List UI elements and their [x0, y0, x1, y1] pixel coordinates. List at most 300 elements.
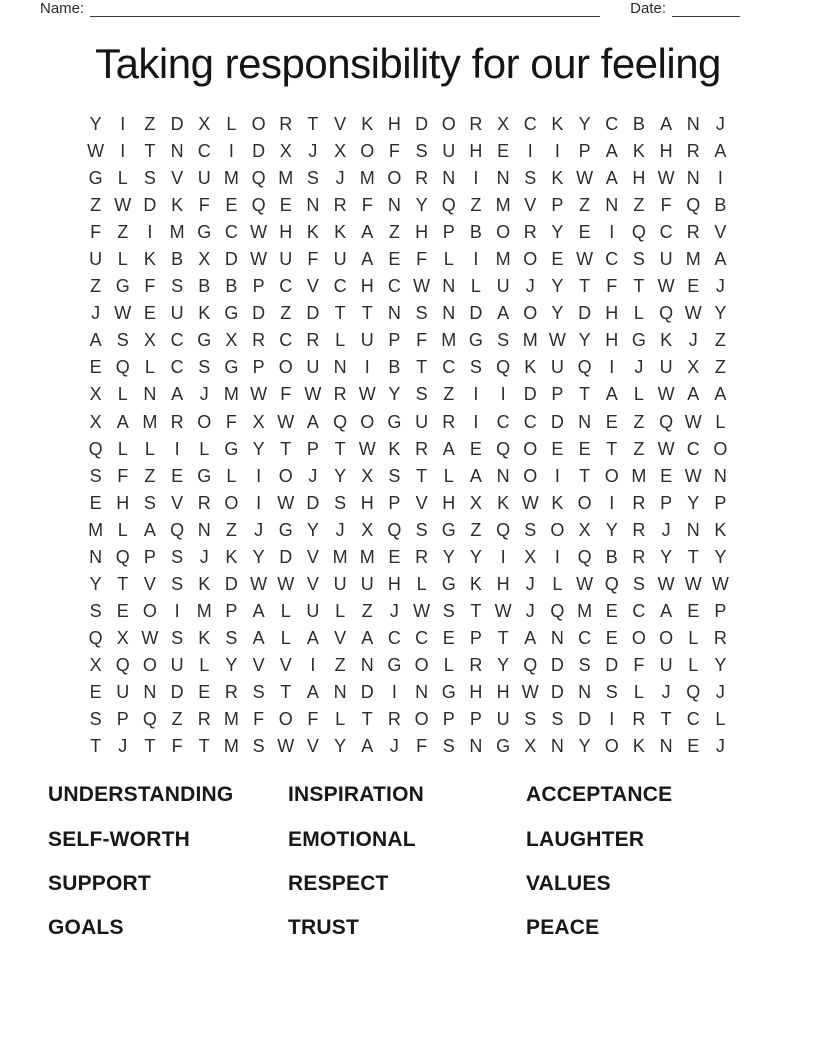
grid-letter: V — [334, 627, 347, 648]
grid-letter: N — [578, 411, 592, 432]
grid-letter: T — [633, 276, 645, 297]
grid-letter: E — [687, 736, 700, 757]
grid-letter: E — [578, 222, 591, 243]
grid-letter: C — [659, 222, 673, 243]
grid-letter: Y — [578, 330, 591, 351]
grid-letter: V — [306, 546, 319, 567]
grid-letter: N — [89, 546, 103, 567]
grid-letter: P — [551, 384, 564, 405]
grid-letter: K — [225, 546, 238, 567]
grid-letter: W — [494, 600, 512, 621]
grid-letter: E — [687, 276, 700, 297]
grid-letter: L — [117, 168, 128, 189]
grid-letter: J — [715, 114, 725, 135]
grid-letter: G — [224, 303, 239, 324]
grid-letter: R — [442, 411, 456, 432]
grid-letter: T — [416, 357, 428, 378]
grid-letter: Y — [605, 519, 618, 540]
grid-letter: Q — [387, 519, 402, 540]
grid-letter: W — [657, 438, 675, 459]
grid-letter: C — [523, 114, 537, 135]
grid-letter: F — [117, 465, 129, 486]
grid-letter: V — [306, 276, 319, 297]
grid-letter: T — [198, 736, 210, 757]
grid-letter: Y — [687, 492, 700, 513]
grid-letter: G — [115, 276, 130, 297]
grid-letter: I — [554, 465, 560, 486]
grid-letter: R — [279, 114, 293, 135]
grid-letter: N — [686, 519, 700, 540]
grid-letter: S — [524, 519, 537, 540]
grid-letter: N — [333, 357, 347, 378]
grid-letter: O — [631, 627, 646, 648]
grid-letter: M — [495, 195, 511, 216]
grid-letter: V — [143, 573, 156, 594]
grid-letter: T — [117, 573, 129, 594]
grid-letter: R — [415, 546, 429, 567]
grid-letter: B — [605, 546, 618, 567]
word-item: LAUGHTER — [526, 827, 645, 851]
grid-letter: D — [306, 303, 320, 324]
grid-letter: Y — [89, 573, 102, 594]
grid-letter: J — [688, 330, 698, 351]
grid-letter: E — [578, 438, 591, 459]
grid-letter: D — [224, 249, 238, 270]
grid-letter: Q — [686, 682, 701, 702]
grid-letter: O — [142, 600, 157, 621]
grid-letter: Z — [117, 222, 129, 243]
grid-letter: X — [89, 654, 102, 675]
grid-letter: W — [657, 573, 675, 594]
grid-letter: L — [335, 330, 346, 351]
letter-grid — [82, 111, 734, 760]
grid-letter: P — [388, 492, 401, 513]
grid-letter: E — [89, 357, 102, 378]
grid-letter: X — [198, 249, 211, 270]
grid-letter: X — [89, 384, 102, 405]
grid-letter: I — [473, 168, 479, 189]
grid-letter: I — [120, 114, 126, 135]
grid-letter: R — [197, 709, 211, 730]
grid-letter: W — [657, 384, 675, 405]
date-blank-line[interactable] — [672, 0, 740, 17]
grid-letter: F — [253, 709, 265, 730]
grid-letter: O — [278, 709, 293, 730]
grid-letter: X — [361, 519, 374, 540]
grid-letter: T — [579, 384, 591, 405]
grid-letter: F — [144, 276, 156, 297]
grid-letter: P — [714, 492, 727, 513]
grid-letter: S — [415, 384, 428, 405]
grid-letter: T — [144, 141, 156, 162]
grid-letter: C — [387, 627, 401, 648]
grid-letter: L — [117, 438, 128, 459]
grid-letter: X — [225, 330, 238, 351]
grid-letter: H — [469, 682, 483, 702]
grid-letter: L — [633, 303, 644, 324]
grid-letter: U — [306, 600, 320, 621]
grid-letter: D — [578, 709, 592, 730]
grid-letter: W — [141, 627, 159, 648]
grid-letter: A — [660, 114, 673, 135]
grid-letter: W — [548, 330, 566, 351]
grid-letter: S — [415, 141, 428, 162]
grid-letter: N — [442, 303, 456, 324]
grid-letter: J — [308, 141, 318, 162]
grid-letter: F — [633, 654, 645, 675]
grid-letter: T — [307, 114, 319, 135]
grid-letter: K — [497, 492, 510, 513]
grid-letter: D — [550, 682, 564, 702]
grid-letter: X — [334, 141, 347, 162]
word-item: TRUST — [288, 916, 359, 940]
grid-letter: G — [197, 465, 212, 486]
grid-letter: X — [469, 492, 482, 513]
grid-letter: H — [496, 682, 510, 702]
grid-letter: A — [605, 141, 618, 162]
grid-letter: E — [171, 465, 184, 486]
grid-letter: O — [523, 438, 538, 459]
grid-letter: K — [524, 357, 537, 378]
grid-letter: X — [198, 114, 211, 135]
grid-letter: A — [442, 438, 455, 459]
grid-letter: I — [527, 141, 533, 162]
grid-letter: P — [116, 709, 129, 730]
grid-letter: T — [361, 303, 373, 324]
grid-letter: B — [714, 195, 727, 216]
grid-letter: K — [469, 573, 482, 594]
grid-letter: O — [414, 709, 429, 730]
grid-letter: G — [496, 736, 511, 757]
grid-letter: L — [335, 709, 346, 730]
grid-letter: N — [442, 168, 456, 189]
grid-letter: H — [605, 303, 619, 324]
grid-letter: T — [280, 682, 292, 702]
grid-letter: P — [442, 709, 455, 730]
grid-letter: C — [333, 276, 347, 297]
grid-letter: U — [333, 573, 347, 594]
grid-letter: E — [687, 600, 700, 621]
grid-letter: S — [388, 465, 401, 486]
grid-letter: S — [143, 492, 156, 513]
grid-letter: X — [116, 627, 129, 648]
grid-letter: P — [143, 546, 156, 567]
grid-letter: D — [170, 114, 184, 135]
word-item: VALUES — [526, 871, 611, 895]
grid-letter: Y — [442, 546, 455, 567]
grid-letter: R — [632, 709, 646, 730]
grid-letter: H — [469, 141, 483, 162]
grid-letter: M — [577, 600, 593, 621]
grid-letter: N — [686, 168, 700, 189]
grid-letter: T — [280, 438, 292, 459]
grid-letter: H — [279, 222, 293, 243]
grid-letter: X — [524, 546, 537, 567]
grid-letter: F — [361, 195, 373, 216]
grid-letter: P — [306, 438, 319, 459]
grid-letter: V — [524, 195, 537, 216]
grid-letter: M — [88, 519, 104, 540]
grid-letter: S — [442, 600, 455, 621]
grid-letter: R — [415, 438, 429, 459]
grid-letter: S — [469, 357, 482, 378]
grid-letter: E — [388, 249, 401, 270]
grid-letter: O — [713, 438, 728, 459]
grid-letter: Y — [578, 114, 591, 135]
grid-letter: X — [143, 330, 156, 351]
grid-letter: J — [335, 168, 345, 189]
grid-letter: Z — [280, 303, 292, 324]
grid-letter: P — [714, 600, 727, 621]
grid-letter: O — [278, 357, 293, 378]
grid-letter: P — [469, 709, 482, 730]
grid-letter: M — [223, 168, 239, 189]
word-item: SELF-WORTH — [48, 827, 190, 851]
grid-letter: E — [551, 249, 564, 270]
grid-letter: W — [250, 384, 268, 405]
grid-letter: H — [360, 276, 374, 297]
grid-letter: T — [687, 546, 699, 567]
grid-letter: Q — [115, 357, 130, 378]
grid-letter: W — [711, 573, 729, 594]
grid-letter: N — [496, 465, 510, 486]
grid-letter: G — [441, 519, 456, 540]
grid-letter: K — [632, 141, 645, 162]
grid-letter: J — [525, 600, 535, 621]
grid-letter: I — [256, 465, 262, 486]
grid-letter: Y — [578, 736, 591, 757]
grid-letter: G — [197, 330, 212, 351]
grid-letter: I — [554, 141, 560, 162]
grid-letter: H — [360, 492, 374, 513]
grid-letter: H — [415, 222, 429, 243]
grid-letter: C — [605, 249, 619, 270]
grid-letter: Y — [415, 195, 428, 216]
grid-letter: G — [224, 357, 239, 378]
grid-letter: F — [307, 249, 319, 270]
grid-letter: V — [306, 573, 319, 594]
grid-letter: Q — [115, 546, 130, 567]
grid-letter: M — [332, 546, 348, 567]
grid-letter: K — [334, 222, 347, 243]
grid-letter: Q — [550, 600, 565, 621]
grid-letter: G — [468, 330, 483, 351]
grid-letter: O — [387, 168, 402, 189]
grid-letter: V — [279, 654, 292, 675]
grid-letter: J — [715, 682, 725, 702]
grid-letter: W — [684, 303, 702, 324]
grid-letter: P — [469, 627, 482, 648]
grid-letter: M — [169, 222, 185, 243]
grid-letter: W — [358, 384, 376, 405]
grid-letter: B — [469, 222, 482, 243]
grid-letter: A — [361, 627, 374, 648]
grid-letter: E — [660, 465, 673, 486]
grid-letter: C — [686, 438, 700, 459]
grid-letter: E — [279, 195, 292, 216]
grid-letter: I — [500, 384, 506, 405]
grid-letter: A — [605, 384, 618, 405]
grid-letter: S — [442, 736, 455, 757]
grid-letter: U — [550, 357, 564, 378]
grid-letter: A — [252, 600, 265, 621]
grid-letter: F — [660, 195, 672, 216]
grid-letter: O — [224, 492, 239, 513]
grid-letter: S — [551, 709, 564, 730]
grid-letter: U — [306, 357, 320, 378]
grid-letter: Z — [225, 519, 237, 540]
grid-letter: G — [197, 222, 212, 243]
grid-letter: E — [89, 492, 102, 513]
grid-letter: T — [90, 736, 102, 757]
word-item: GOALS — [48, 916, 124, 940]
grid-letter: S — [89, 709, 102, 730]
grid-letter: A — [171, 384, 184, 405]
grid-letter: S — [306, 168, 319, 189]
grid-letter: I — [609, 492, 615, 513]
grid-letter: N — [659, 736, 673, 757]
grid-letter: N — [469, 736, 483, 757]
grid-letter: N — [387, 303, 401, 324]
grid-letter: Q — [577, 357, 592, 378]
grid-letter: Y — [225, 654, 238, 675]
grid-letter: D — [415, 114, 429, 135]
grid-letter: M — [631, 465, 647, 486]
grid-letter: Y — [551, 303, 564, 324]
grid-letter: X — [89, 411, 102, 432]
grid-letter: A — [89, 330, 102, 351]
grid-letter: L — [226, 465, 237, 486]
grid-letter: T — [579, 465, 591, 486]
grid-letter: S — [524, 709, 537, 730]
grid-letter: J — [389, 600, 399, 621]
grid-letter: P — [442, 222, 455, 243]
grid-letter: L — [633, 384, 644, 405]
grid-letter: E — [89, 682, 102, 702]
grid-letter: T — [416, 465, 428, 486]
grid-letter: Y — [252, 438, 265, 459]
grid-letter: P — [252, 357, 265, 378]
grid-letter: U — [496, 709, 510, 730]
grid-letter: I — [256, 492, 262, 513]
grid-letter: F — [388, 141, 400, 162]
grid-letter: F — [225, 411, 237, 432]
grid-letter: G — [387, 654, 402, 675]
grid-letter: A — [116, 411, 129, 432]
grid-letter: R — [713, 627, 727, 648]
grid-letter: W — [684, 411, 702, 432]
grid-letter: S — [578, 654, 591, 675]
grid-letter: Z — [171, 709, 183, 730]
grid-letter: C — [279, 330, 293, 351]
grid-letter: Q — [496, 438, 511, 459]
grid-letter: Y — [714, 546, 727, 567]
grid-letter: W — [114, 303, 132, 324]
grid-letter: Y — [89, 114, 102, 135]
grid-letter: Q — [604, 573, 619, 594]
grid-letter: S — [497, 330, 510, 351]
grid-letter: O — [142, 654, 157, 675]
grid-letter: M — [359, 168, 375, 189]
grid-letter: N — [360, 654, 374, 675]
grid-letter: F — [416, 736, 428, 757]
grid-letter: J — [634, 357, 644, 378]
grid-letter: G — [441, 682, 456, 702]
grid-letter: L — [144, 357, 155, 378]
grid-letter: J — [715, 736, 725, 757]
grid-letter: B — [171, 249, 184, 270]
grid-letter: O — [523, 465, 538, 486]
grid-letter: H — [116, 492, 130, 513]
grid-letter: W — [250, 222, 268, 243]
grid-letter: M — [441, 330, 457, 351]
grid-letter: G — [278, 519, 293, 540]
grid-letter: U — [659, 654, 673, 675]
grid-letter: I — [609, 709, 615, 730]
grid-letter: Z — [470, 195, 482, 216]
grid-letter: M — [495, 249, 511, 270]
grid-letter: Y — [388, 384, 401, 405]
grid-letter: N — [333, 682, 347, 702]
grid-letter: R — [686, 222, 700, 243]
grid-letter: T — [606, 438, 618, 459]
grid-letter: E — [605, 600, 618, 621]
grid-letter: K — [632, 736, 645, 757]
grid-letter: C — [170, 330, 184, 351]
grid-letter: O — [523, 249, 538, 270]
grid-letter: Q — [659, 303, 674, 324]
grid-letter: O — [278, 465, 293, 486]
grid-letter: B — [225, 276, 238, 297]
grid-letter: Y — [252, 546, 265, 567]
grid-letter: Y — [334, 736, 347, 757]
grid-letter: M — [142, 411, 158, 432]
grid-letter: J — [389, 736, 399, 757]
grid-letter: A — [306, 411, 319, 432]
grid-letter: W — [576, 573, 594, 594]
grid-letter: S — [415, 303, 428, 324]
grid-letter: O — [523, 303, 538, 324]
grid-letter: W — [358, 438, 376, 459]
grid-letter: A — [252, 627, 265, 648]
grid-letter: D — [224, 573, 238, 594]
grid-letter: Z — [714, 330, 726, 351]
grid-letter: C — [197, 141, 211, 162]
grid-letter: D — [252, 141, 266, 162]
grid-letter: Q — [441, 195, 456, 216]
grid-letter: U — [659, 249, 673, 270]
grid-letter: F — [280, 384, 292, 405]
name-blank-line[interactable] — [90, 0, 600, 17]
grid-letter: W — [521, 492, 539, 513]
grid-letter: J — [199, 384, 209, 405]
grid-letter: O — [550, 519, 565, 540]
grid-letter: K — [198, 573, 211, 594]
grid-letter: C — [224, 222, 238, 243]
grid-letter: O — [360, 141, 375, 162]
grid-letter: X — [252, 411, 265, 432]
grid-letter: Q — [88, 438, 103, 459]
grid-letter: H — [496, 573, 510, 594]
word-item: EMOTIONAL — [288, 827, 416, 851]
grid-letter: R — [170, 411, 184, 432]
grid-letter: J — [91, 303, 101, 324]
grid-letter: U — [360, 330, 374, 351]
grid-letter: Z — [388, 222, 400, 243]
grid-letter: A — [143, 519, 156, 540]
grid-letter: Y — [660, 546, 673, 567]
grid-letter: V — [171, 168, 184, 189]
